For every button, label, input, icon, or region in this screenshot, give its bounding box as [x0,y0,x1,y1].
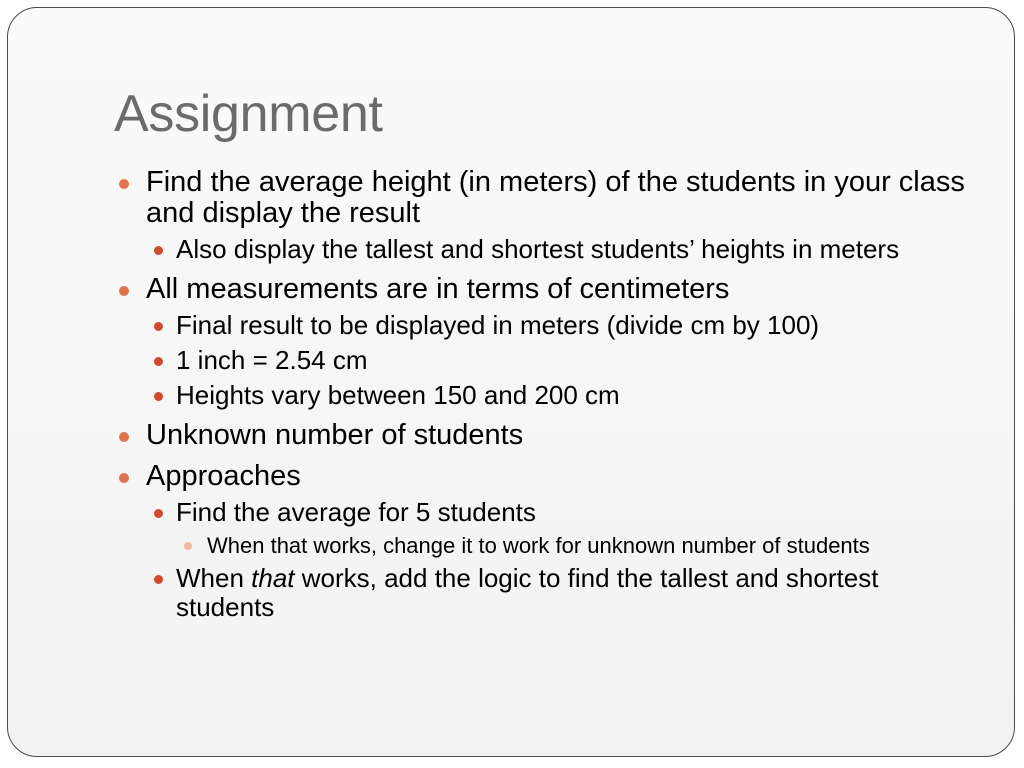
bullet-text: Unknown number of students [146,419,524,451]
bullet-text [176,563,878,622]
slide-title: Assignment [114,85,383,143]
bullet-text: Find the average for 5 students [176,497,536,527]
sub-bullet-item [152,311,968,340]
bullet-dot-icon [119,473,129,483]
sub-bullet-item [152,346,968,375]
bullet-dot-icon [154,509,163,518]
bullet-dot-icon [154,357,163,366]
bullet-text: Final result to be displayed in meters (divide cm by 100) [176,310,820,340]
bullet-dot-icon [154,575,163,584]
sub-bullet-item [152,235,968,264]
sub-bullet-item [152,381,968,410]
bullet-list [118,167,968,622]
bullet-dot-icon [119,286,129,296]
bullet-item [118,420,968,451]
bullet-text: When that works, change it to work for unknown number of students [207,533,870,558]
bullet-item [118,461,968,492]
slide-frame [7,7,1015,757]
bullet-dot-icon [184,542,192,550]
bullet-text: All measurements are in terms of centimeters [146,273,730,305]
bullet-dot-icon [154,392,163,401]
bullet-text-emphasis: that [251,563,295,593]
bullet-text: 1 inch = 2.54 cm [176,345,368,375]
bullet-dot-icon [154,322,163,331]
sub-bullet-item [152,564,968,622]
bullet-dot-icon [119,179,129,189]
bullet-dot-icon [119,432,129,442]
sub-bullet-item [152,498,968,527]
bullet-text: Also display the tallest and shortest students’ heights in meters [176,234,900,264]
bullet-text: Heights vary between 150 and 200 cm [176,380,620,410]
bullet-text: Find the average height (in meters) of the students in your class and display the result [146,166,965,229]
bullet-item [118,274,968,305]
bullet-text-prefix: When [176,563,252,593]
sub-sub-bullet-item [182,533,968,558]
bullet-dot-icon [154,246,163,255]
bullet-text-suffix: works, add the logic to find the tallest and shortest students [176,563,879,622]
bullet-text: Approaches [146,460,301,492]
bullet-item [118,167,968,229]
